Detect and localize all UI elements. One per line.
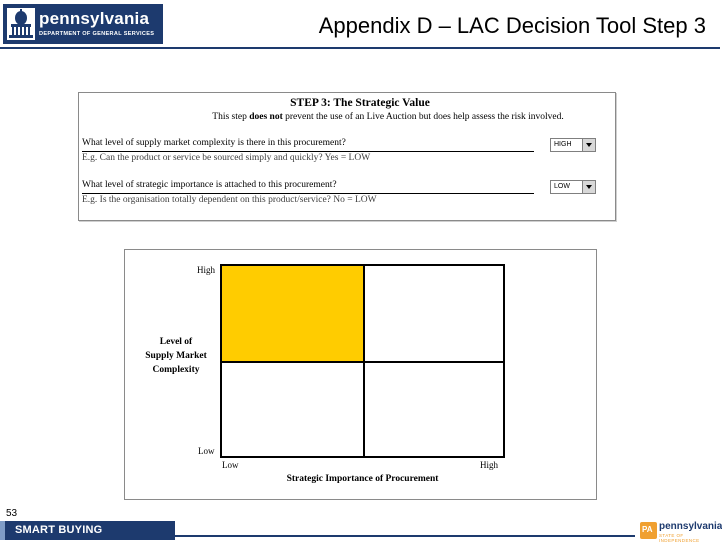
example-importance: E.g. Is the organisation totally dependent on this product/service? No = LOW bbox=[82, 195, 377, 205]
importance-select-value: LOW bbox=[554, 183, 570, 190]
logo-name: pennsylvania bbox=[39, 9, 150, 28]
pa-logo-tagline: STATE OF INDEPENDENCE bbox=[659, 533, 700, 543]
y-axis-high-label: High bbox=[197, 265, 215, 275]
x-axis-title: Strategic Importance of Procurement bbox=[286, 474, 439, 484]
smart-buying-label: SMART BUYING bbox=[15, 524, 103, 536]
strategic-value-matrix bbox=[124, 249, 597, 500]
chevron-down-icon[interactable] bbox=[582, 181, 595, 193]
example-complexity: E.g. Can the product or service be sourced simply and quickly? Yes = LOW bbox=[82, 153, 371, 163]
x-axis-low-label: Low bbox=[222, 460, 239, 470]
pa-logo-icon bbox=[640, 522, 657, 539]
step3-title: STEP 3: The Strategic Value bbox=[290, 97, 430, 109]
subtitle-pre: This step bbox=[212, 112, 250, 122]
complexity-select-value: HIGH bbox=[554, 141, 572, 148]
y-axis-title bbox=[131, 335, 221, 377]
page-title: Appendix D – LAC Decision Tool Step 3 bbox=[318, 13, 706, 38]
header bbox=[0, 0, 720, 48]
y-axis-title-line: Supply Market bbox=[145, 351, 207, 361]
question-divider bbox=[82, 151, 534, 152]
capitol-icon bbox=[7, 8, 35, 40]
step3-subtitle bbox=[79, 112, 615, 122]
question-divider bbox=[82, 193, 534, 194]
matrix-grid bbox=[220, 264, 505, 458]
step3-form-panel bbox=[78, 92, 616, 221]
matrix-horizontal-divider bbox=[222, 361, 503, 363]
banner-accent bbox=[0, 521, 5, 540]
y-axis-low-label: Low bbox=[198, 446, 215, 456]
footer-divider bbox=[175, 535, 635, 537]
subtitle-post: prevent the use of an Live Auction but does help assess the risk involved. bbox=[282, 112, 564, 122]
quadrant-high-complexity-low-importance bbox=[222, 266, 363, 361]
logo-subtitle: DEPARTMENT OF GENERAL SERVICES bbox=[39, 31, 155, 37]
pa-logo-name: pennsylvania bbox=[659, 521, 722, 532]
y-axis-title-line: Complexity bbox=[152, 365, 200, 375]
header-divider bbox=[0, 47, 720, 49]
page-number: 53 bbox=[6, 508, 18, 519]
pennsylvania-dgs-logo bbox=[3, 4, 163, 44]
question-importance: What level of strategic importance is attached to this procurement? bbox=[82, 180, 337, 190]
chevron-down-icon[interactable] bbox=[582, 139, 595, 151]
pa-logo-text: PA bbox=[642, 525, 653, 534]
subtitle-emphasis: does not bbox=[249, 112, 283, 122]
complexity-select[interactable] bbox=[550, 138, 596, 152]
y-axis-title-line: Level of bbox=[159, 337, 193, 347]
x-axis-high-label: High bbox=[480, 460, 498, 470]
importance-select[interactable] bbox=[550, 180, 596, 194]
question-complexity: What level of supply market complexity is there in this procurement? bbox=[82, 138, 346, 148]
